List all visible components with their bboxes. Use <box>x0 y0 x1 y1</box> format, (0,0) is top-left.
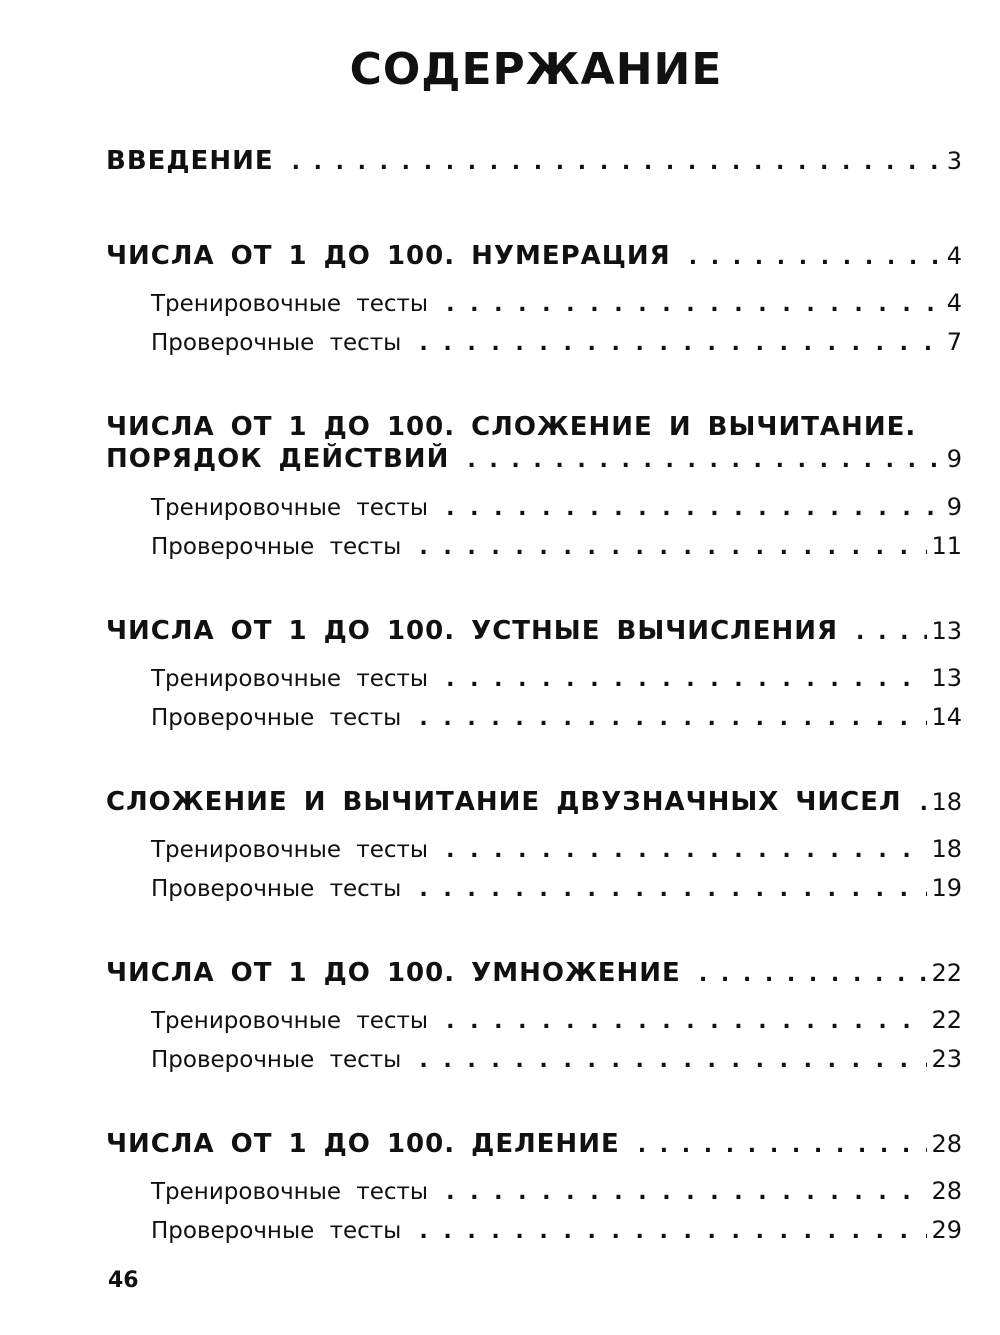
subsection-label: Тренировочные тесты <box>151 291 429 317</box>
subsection-page: 28 <box>931 1177 962 1205</box>
subsection-page: 29 <box>931 1216 962 1244</box>
section-page: 9 <box>946 445 962 473</box>
section-title: ЧИСЛА ОТ 1 ДО 100. УМНОЖЕНИЕ <box>106 958 681 988</box>
section-title: ВВЕДЕНИЕ <box>106 146 274 176</box>
section-title: ЧИСЛА ОТ 1 ДО 100. ДЕЛЕНИЕ <box>106 1129 620 1159</box>
subsection-label: Тренировочные тесты <box>151 666 429 692</box>
dot-leader <box>446 496 943 521</box>
dot-leader <box>689 245 943 270</box>
dot-leader <box>446 1009 927 1034</box>
dot-leader <box>467 448 942 473</box>
dot-leader <box>419 535 927 560</box>
dot-leader <box>446 292 943 317</box>
section-title: СЛОЖЕНИЕ И ВЫЧИТАНИЕ ДВУЗНАЧНЫХ ЧИСЕЛ <box>106 787 902 817</box>
toc-section[interactable] <box>106 958 962 988</box>
section-title: ЧИСЛА ОТ 1 ДО 100. УСТНЫЕ ВЫЧИСЛЕНИЯ <box>106 616 839 646</box>
subsection-label: Проверочные тесты <box>151 1218 402 1244</box>
section-page: 22 <box>931 959 962 987</box>
toc-subsection[interactable] <box>151 1177 962 1205</box>
toc-subsection[interactable] <box>151 664 962 692</box>
toc-subsection[interactable] <box>151 532 962 560</box>
section-title-line1: ЧИСЛА ОТ 1 ДО 100. СЛОЖЕНИЕ И ВЫЧИТАНИЕ. <box>106 412 917 442</box>
toc-subsection[interactable] <box>151 493 962 521</box>
dot-leader <box>638 1133 928 1158</box>
toc-subsection[interactable] <box>151 835 962 863</box>
subsection-label: Проверочные тесты <box>151 1047 402 1073</box>
dot-leader <box>446 838 927 863</box>
toc-section[interactable] <box>106 146 962 176</box>
toc-subsection[interactable] <box>151 328 962 356</box>
subsection-page: 13 <box>931 664 962 692</box>
subsection-page: 9 <box>946 493 962 521</box>
dot-leader <box>446 667 927 692</box>
toc-subsection[interactable] <box>151 1006 962 1034</box>
dot-leader <box>920 791 928 816</box>
subsection-label: Тренировочные тесты <box>151 495 429 521</box>
subsection-page: 18 <box>931 835 962 863</box>
section-page: 18 <box>931 788 962 816</box>
section-page: 4 <box>946 242 962 270</box>
subsection-page: 14 <box>931 703 962 731</box>
dot-leader <box>419 877 927 902</box>
page-number: 46 <box>108 1268 139 1293</box>
page-title: СОДЕРЖАНИЕ <box>349 44 723 95</box>
subsection-page: 22 <box>931 1006 962 1034</box>
dot-leader <box>419 331 942 356</box>
subsection-label: Проверочные тесты <box>151 534 402 560</box>
section-page: 28 <box>931 1130 962 1158</box>
section-page: 13 <box>931 617 962 645</box>
subsection-label: Проверочные тесты <box>151 876 402 902</box>
toc-section[interactable] <box>106 787 962 817</box>
toc-subsection[interactable] <box>151 703 962 731</box>
dot-leader <box>699 962 928 987</box>
dot-leader <box>446 1180 927 1205</box>
dot-leader <box>419 1219 927 1244</box>
subsection-page: 11 <box>931 532 962 560</box>
subsection-label: Проверочные тесты <box>151 705 402 731</box>
toc-section[interactable] <box>106 241 962 271</box>
section-page: 3 <box>946 147 962 175</box>
subsection-label: Тренировочные тесты <box>151 1008 429 1034</box>
toc-section[interactable] <box>106 616 962 646</box>
dot-leader <box>419 706 927 731</box>
subsection-page: 19 <box>931 874 962 902</box>
toc-subsection[interactable] <box>151 289 962 317</box>
toc-section[interactable] <box>106 444 962 474</box>
subsection-page: 7 <box>946 328 962 356</box>
section-title: ЧИСЛА ОТ 1 ДО 100. НУМЕРАЦИЯ <box>106 241 671 271</box>
section-title: ПОРЯДОК ДЕЙСТВИЙ <box>106 444 450 474</box>
subsection-label: Тренировочные тесты <box>151 1179 429 1205</box>
toc-subsection[interactable] <box>151 874 962 902</box>
subsection-page: 23 <box>931 1045 962 1073</box>
dot-leader <box>419 1048 927 1073</box>
subsection-page: 4 <box>946 289 962 317</box>
toc-subsection[interactable] <box>151 1045 962 1073</box>
subsection-label: Проверочные тесты <box>151 330 402 356</box>
dot-leader <box>856 620 927 645</box>
dot-leader <box>292 150 943 175</box>
subsection-label: Тренировочные тесты <box>151 837 429 863</box>
toc-section[interactable] <box>106 1129 962 1159</box>
toc-subsection[interactable] <box>151 1216 962 1244</box>
